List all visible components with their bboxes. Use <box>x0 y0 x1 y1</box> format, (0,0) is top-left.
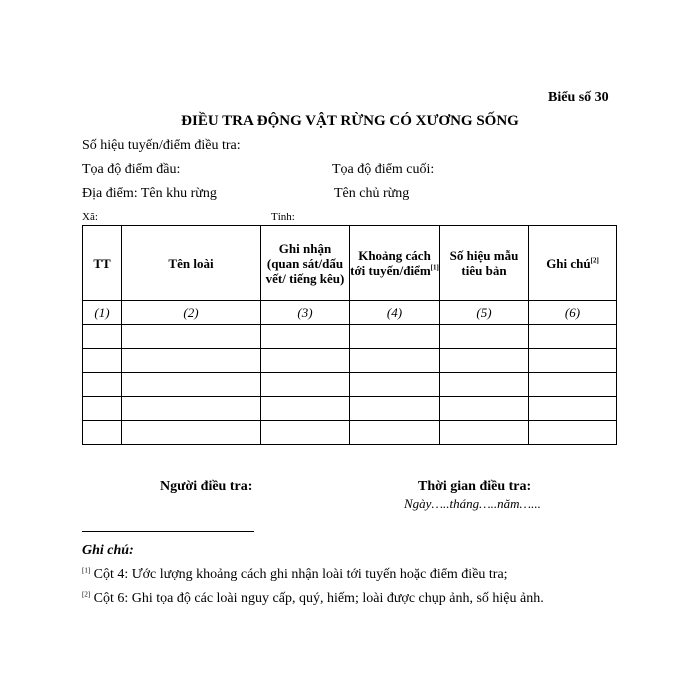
table-cell[interactable] <box>440 397 529 421</box>
forest-owner-label: Tên chủ rừng <box>334 186 410 201</box>
line-id-label: Số hiệu tuyến/điểm điều tra: <box>82 138 241 153</box>
footnote-divider <box>82 531 254 532</box>
col-header-record: Ghi nhận (quan sát/dấu vết/ tiếng kêu) <box>261 226 350 301</box>
notes-title: Ghi chú: <box>82 543 134 558</box>
col-header-specimen: Số hiệu mẫu tiêu bản <box>440 226 529 301</box>
table-cell[interactable] <box>122 397 261 421</box>
table-cell[interactable] <box>83 325 122 349</box>
table-cell[interactable] <box>529 397 617 421</box>
col-header-tt: TT <box>83 226 122 301</box>
table-cell[interactable] <box>261 421 350 445</box>
date-line: Ngày…..tháng…..năm…... <box>404 496 541 511</box>
footnote-2: [2] Cột 6: Ghi tọa độ các loài nguy cấp, quý, hiếm; loài được chụp ảnh, số hiệu ảnh. <box>82 590 544 606</box>
table-cell[interactable] <box>440 349 529 373</box>
column-number: (4) <box>350 301 440 325</box>
table-cell[interactable] <box>350 397 440 421</box>
start-coord-label: Tọa độ điểm đầu: <box>82 162 181 177</box>
investigator-label: Người điều tra: <box>160 479 253 494</box>
page-title: ĐIỀU TRA ĐỘNG VẬT RỪNG CÓ XƯƠNG SỐNG <box>181 113 519 129</box>
province-label: Tỉnh: <box>271 211 295 223</box>
table-row <box>83 325 617 349</box>
table-row <box>83 373 617 397</box>
table-cell[interactable] <box>83 349 122 373</box>
table-row <box>83 421 617 445</box>
table-cell[interactable] <box>440 421 529 445</box>
column-number: (1) <box>83 301 122 325</box>
col-header-distance: Khoảng cách tới tuyến/điểm[1] <box>350 226 440 301</box>
table-cell[interactable] <box>350 421 440 445</box>
table-cell[interactable] <box>529 421 617 445</box>
table-cell[interactable] <box>83 421 122 445</box>
table-cell[interactable] <box>122 349 261 373</box>
column-number: (5) <box>440 301 529 325</box>
column-number-row <box>83 301 617 325</box>
table-cell[interactable] <box>261 325 350 349</box>
table-cell[interactable] <box>440 325 529 349</box>
end-coord-label: Tọa độ điểm cuối: <box>332 162 435 177</box>
table-cell[interactable] <box>261 373 350 397</box>
table-cell[interactable] <box>122 325 261 349</box>
commune-label: Xã: <box>82 211 98 223</box>
col-header-species: Tên loài <box>122 226 261 301</box>
table-cell[interactable] <box>350 373 440 397</box>
table-cell[interactable] <box>529 349 617 373</box>
table-cell[interactable] <box>261 397 350 421</box>
table-cell[interactable] <box>350 349 440 373</box>
col-header-notes: Ghi chú[2] <box>529 226 617 301</box>
table-row <box>83 397 617 421</box>
table-cell[interactable] <box>261 349 350 373</box>
table-cell[interactable] <box>83 397 122 421</box>
survey-time-label: Thời gian điều tra: <box>418 479 532 494</box>
form-code: Biểu số 30 <box>548 90 609 105</box>
table-cell[interactable] <box>350 325 440 349</box>
table-cell[interactable] <box>529 325 617 349</box>
footnote-1: [1] Cột 4: Ước lượng khoảng cách ghi nhận loài tới tuyến hoặc điểm điều tra; <box>82 566 508 582</box>
table-cell[interactable] <box>83 373 122 397</box>
survey-table <box>82 225 617 445</box>
table-cell[interactable] <box>529 373 617 397</box>
location-label: Địa điểm: Tên khu rừng <box>82 186 217 201</box>
column-number: (2) <box>122 301 261 325</box>
table-cell[interactable] <box>440 373 529 397</box>
column-number: (6) <box>529 301 617 325</box>
table-cell[interactable] <box>122 373 261 397</box>
table-cell[interactable] <box>122 421 261 445</box>
table-header-row <box>83 226 617 301</box>
column-number: (3) <box>261 301 350 325</box>
table-row <box>83 349 617 373</box>
